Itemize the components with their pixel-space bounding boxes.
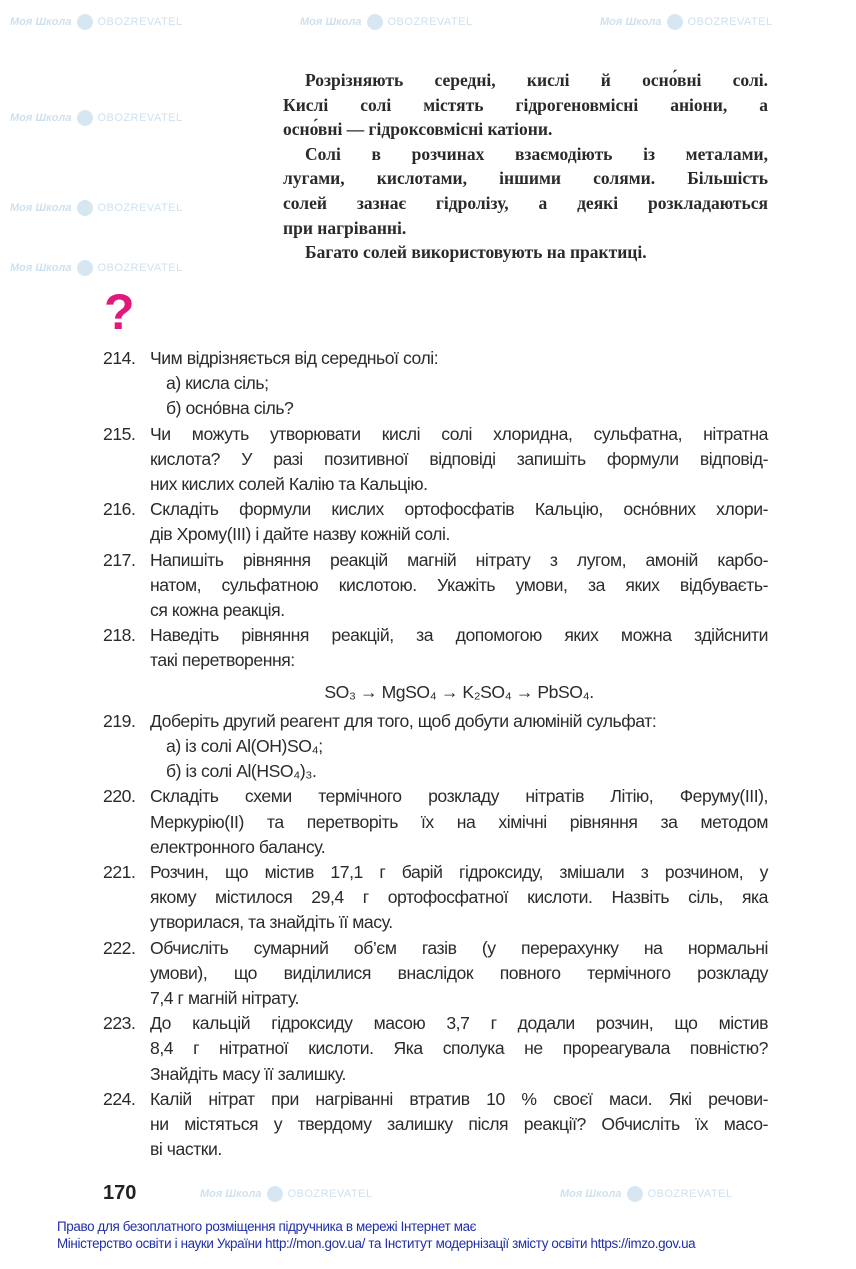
task-text: [150, 346, 768, 422]
watermark-logo-icon: [77, 260, 93, 276]
task-item: [103, 346, 768, 422]
task-number: 219.: [103, 710, 136, 731]
watermark-logo-icon: [667, 14, 683, 30]
watermark-brand: Моя Школа: [200, 1188, 262, 1200]
task-line: До кальцій гідроксиду масою 3,7 г додали розчин, що містив: [150, 1013, 768, 1034]
task-text: [150, 497, 768, 547]
task-line: Калій нітрат при нагріванні втратив 10 % своєї маси. Які речови-: [150, 1088, 768, 1109]
watermark-brand: Моя Школа: [600, 16, 662, 28]
watermark: [10, 260, 183, 276]
task-line: 7,4 г магній нітрату.: [150, 988, 299, 1009]
task-number: 221.: [103, 862, 136, 883]
task-line: ся кожна реакція.: [150, 600, 285, 621]
task-item: [103, 936, 768, 1012]
task-subitem: б) із солі Al(HSO₄)₃.: [166, 761, 317, 782]
summary-line: Багато солей використовують на практиці.: [305, 242, 647, 263]
reaction-formula: SO₃ → MgSO₄ → K₂SO₄ → PbSO₄.: [324, 681, 594, 702]
task-number: 217.: [103, 549, 136, 570]
task-item: [103, 548, 768, 624]
watermark-brand: OBOZREVATEL: [97, 16, 183, 28]
task-text: [150, 709, 768, 785]
task-text: [150, 422, 768, 498]
watermark: [300, 14, 473, 30]
watermark-brand: OBOZREVATEL: [647, 1188, 733, 1200]
summary-box: [283, 68, 768, 265]
watermark-brand: OBOZREVATEL: [97, 112, 183, 124]
task-line: Знайдіть масу її залишку.: [150, 1063, 346, 1084]
task-item: [103, 709, 768, 785]
watermark-logo-icon: [367, 14, 383, 30]
watermark-logo-icon: [627, 1186, 643, 1202]
task-line: Обчисліть сумарний об’єм газів (у перерахунку на нормальні: [150, 937, 768, 958]
task-line: натом, сульфатною кислотою. Укажіть умови, за яких відбуваєть-: [150, 574, 768, 595]
task-text: [150, 548, 768, 624]
watermark: [600, 14, 773, 30]
watermark: [200, 1186, 373, 1202]
task-line: Меркурію(II) та перетворіть їх на хімічні рівняння за методом: [150, 811, 768, 832]
task-line: Чим відрізняється від середньої солі:: [150, 348, 439, 368]
task-text: [150, 784, 768, 860]
task-line: 8,4 г нітратної кислоти. Яка сполука не прореагувала повністю?: [150, 1038, 768, 1059]
summary-line: Солі в розчинах взаємодіють із металами,: [305, 143, 768, 164]
task-line: такі перетворення:: [150, 650, 295, 671]
copyright-footer: [57, 1218, 695, 1252]
task-line: ни містяться у твердому залишку після реакції? Обчисліть їх масо-: [150, 1114, 768, 1135]
summary-line: Кислі солі містять гідрогеновмісні аніони, а: [283, 94, 768, 115]
summary-line: лугами, кислотами, іншими солями. Більшість: [283, 168, 768, 189]
task-number: 220.: [103, 786, 136, 807]
task-item: [103, 422, 768, 498]
watermark-brand: OBOZREVATEL: [387, 16, 473, 28]
watermark-brand: Моя Школа: [10, 16, 72, 28]
task-text: [150, 623, 768, 709]
summary-line: солей зазнає гідролізу, а деякі розкладаються: [283, 192, 768, 213]
task-line: Чи можуть утворювати кислі солі хлоридна, сульфатна, нітратна: [150, 423, 768, 444]
watermark-brand: Моя Школа: [300, 16, 362, 28]
task-number: 214.: [103, 348, 136, 368]
task-number: 222.: [103, 937, 136, 958]
task-number: 223.: [103, 1013, 136, 1034]
watermark-logo-icon: [77, 200, 93, 216]
watermark: [10, 14, 183, 30]
watermark-brand: OBOZREVATEL: [287, 1188, 373, 1200]
task-line: кислота? У разі позитивної відповіді запишіть формули відповід-: [150, 448, 768, 469]
task-item: [103, 784, 768, 860]
task-item: [103, 1011, 768, 1087]
task-line: утворилася, та знайдіть її масу.: [150, 912, 393, 933]
watermark-brand: OBOZREVATEL: [687, 16, 773, 28]
task-subitem: б) осно́вна сіль?: [166, 398, 294, 419]
task-number: 224.: [103, 1088, 136, 1109]
summary-line: при нагріванні.: [283, 217, 407, 238]
task-text: [150, 860, 768, 936]
task-line: Складіть схеми термічного розкладу нітратів Літію, Феруму(III),: [150, 786, 768, 807]
watermark-logo-icon: [77, 110, 93, 126]
watermark-logo-icon: [77, 14, 93, 30]
task-text: [150, 1087, 768, 1163]
watermark: [560, 1186, 733, 1202]
task-line: Доберіть другий реагент для того, щоб добути алюміній сульфат:: [150, 710, 657, 731]
task-line: умови), що виділилися внаслідок повного термічного розкладу: [150, 962, 768, 983]
task-list: [103, 346, 768, 1163]
question-icon: ?: [104, 284, 135, 340]
task-line: дів Хрому(III) і дайте назву кожній солі.: [150, 524, 450, 545]
watermark-brand: Моя Школа: [560, 1188, 622, 1200]
task-subitem: а) кисла сіль;: [166, 373, 269, 394]
page-number: 170: [103, 1182, 137, 1204]
task-line: якому містилося 29,4 г ортофосфатної кислоти. Назвіть сіль, яка: [150, 887, 768, 908]
task-line: них кислих солей Калію та Кальцію.: [150, 474, 428, 495]
watermark-brand: OBOZREVATEL: [97, 262, 183, 274]
task-item: [103, 623, 768, 709]
watermark-logo-icon: [267, 1186, 283, 1202]
task-number: 218.: [103, 625, 136, 646]
watermark-brand: Моя Школа: [10, 112, 72, 124]
task-number: 215.: [103, 423, 136, 444]
summary-line: Розрізняють середні, кислі й осно́вні солі.: [305, 70, 768, 90]
watermark: [10, 110, 183, 126]
task-text: [150, 936, 768, 1012]
task-item: [103, 860, 768, 936]
watermark: [10, 200, 183, 216]
task-line: електронного балансу.: [150, 836, 326, 857]
watermark-brand: OBOZREVATEL: [97, 202, 183, 214]
footer-line-2: Міністерство освіти і науки України http://mon.gov.ua/ та Інститут модернізації змісту освіти https://imzo.gov.ua: [57, 1236, 696, 1251]
task-item: [103, 497, 768, 547]
task-item: [103, 1087, 768, 1163]
task-line: Наведіть рівняння реакцій, за допомогою яких можна здійснити: [150, 625, 768, 646]
watermark-brand: Моя Школа: [10, 262, 72, 274]
summary-line: осно́вні — гідроксовмісні катіони.: [283, 119, 553, 140]
footer-line-1: Право для безоплатного розміщення підручника в мережі Інтернет має: [57, 1219, 477, 1234]
task-line: Напишіть рівняння реакцій магній нітрату з лугом, амоній карбо-: [150, 549, 768, 570]
watermark-brand: Моя Школа: [10, 202, 72, 214]
task-line: ві частки.: [150, 1139, 222, 1160]
task-text: [150, 1011, 768, 1087]
task-number: 216.: [103, 499, 136, 520]
task-line: Складіть формули кислих ортофосфатів Кальцію, осно́вних хлори-: [150, 499, 768, 520]
task-line: Розчин, що містив 17,1 г барій гідроксиду, змішали з розчином, у: [150, 862, 768, 883]
task-subitem: а) із солі Al(OH)SO₄;: [166, 736, 323, 757]
